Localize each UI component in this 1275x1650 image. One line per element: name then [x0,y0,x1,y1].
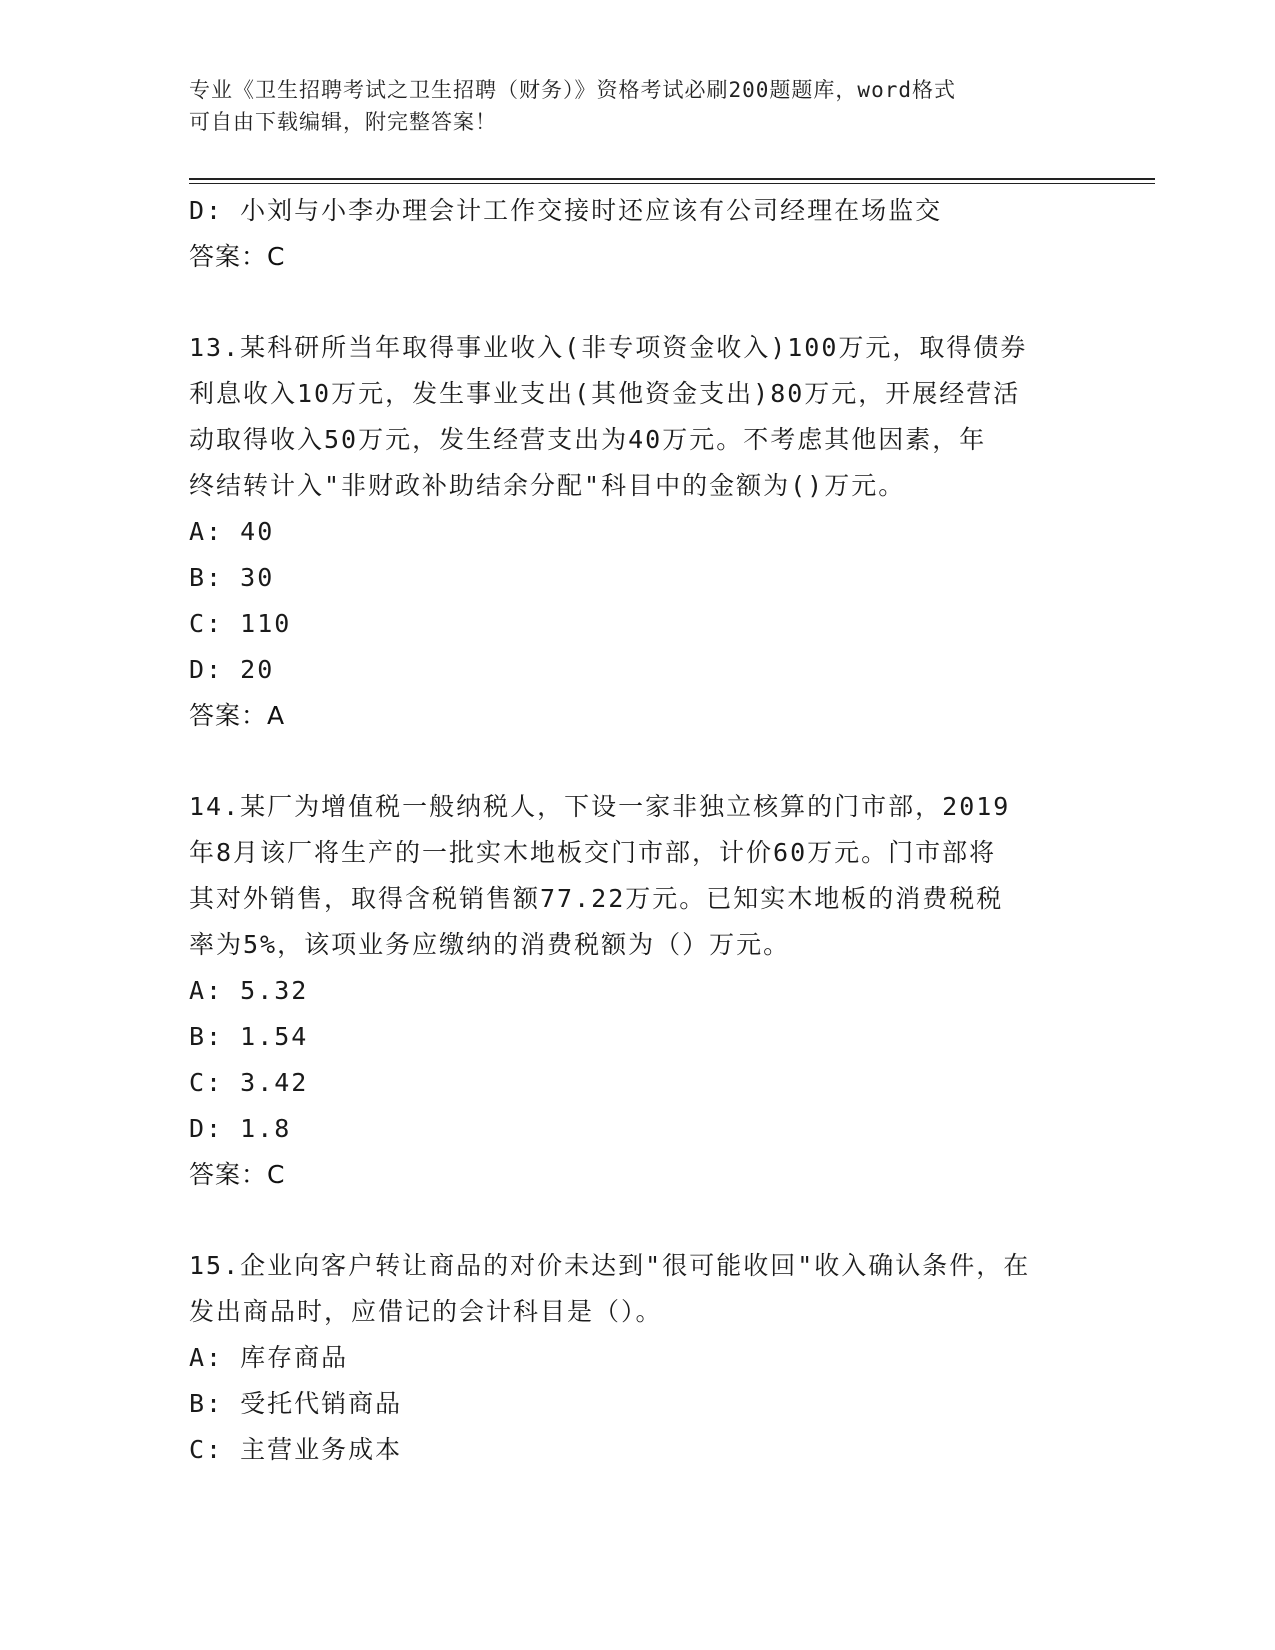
question-13 [189,325,1089,739]
header-divider [189,178,1155,180]
spacer [189,739,1089,784]
header-divider-thin [189,183,1155,184]
spacer [189,280,1089,325]
spacer [189,1198,1089,1243]
question-stem-line: 利息收入10万元，发生事业支出(其他资金支出)80万元，开展经营活 [189,379,1021,408]
previous-question-tail [189,188,1089,280]
answer-line: 答案：C [189,1160,286,1189]
document-body [189,188,1089,1473]
question-stem-line: 14.某厂为增值税一般纳税人，下设一家非独立核算的门市部，2019 [189,792,1011,821]
option-c: C: 110 [189,609,292,638]
question-stem-line: 年8月该厂将生产的一批实木地板交门市部，计价60万元。门市部将 [189,838,997,867]
option-d: D: 1.8 [189,1114,292,1143]
document-header [189,74,1069,138]
question-stem-line: 发出商品时，应借记的会计科目是（）。 [189,1297,663,1326]
question-15 [189,1243,1089,1473]
header-line-2: 可自由下载编辑，附完整答案！ [189,110,497,134]
question-stem-line: 13.某科研所当年取得事业收入(非专项资金收入)100万元，取得债券 [189,333,1028,362]
option-b: B: 30 [189,563,275,592]
option-c: C: 主营业务成本 [189,1435,403,1464]
answer-line: 答案：A [189,701,286,730]
option-a: A: 5.32 [189,976,309,1005]
option-d: D: 小刘与小李办理会计工作交接时还应该有公司经理在场监交 [189,196,943,225]
option-c: C: 3.42 [189,1068,309,1097]
option-d: D: 20 [189,655,275,684]
question-stem-line: 率为5%，该项业务应缴纳的消费税额为（）万元。 [189,930,791,959]
question-stem-line: 动取得收入50万元，发生经营支出为40万元。不考虑其他因素，年 [189,425,987,454]
option-b: B: 受托代销商品 [189,1389,403,1418]
question-stem-line: 其对外销售，取得含税销售额77.22万元。已知实木地板的消费税税 [189,884,1004,913]
option-b: B: 1.54 [189,1022,309,1051]
option-a: A: 40 [189,517,275,546]
answer-line: 答案：C [189,242,286,271]
header-line-1: 专业《卫生招聘考试之卫生招聘（财务）》资格考试必刷200题题库，word格式 [189,78,956,102]
question-stem-line: 15.企业向客户转让商品的对价未达到"很可能收回"收入确认条件，在 [189,1251,1031,1280]
option-a: A: 库存商品 [189,1343,349,1372]
question-14 [189,784,1089,1198]
question-stem-line: 终结转计入"非财政补助结余分配"科目中的金额为()万元。 [189,471,906,500]
